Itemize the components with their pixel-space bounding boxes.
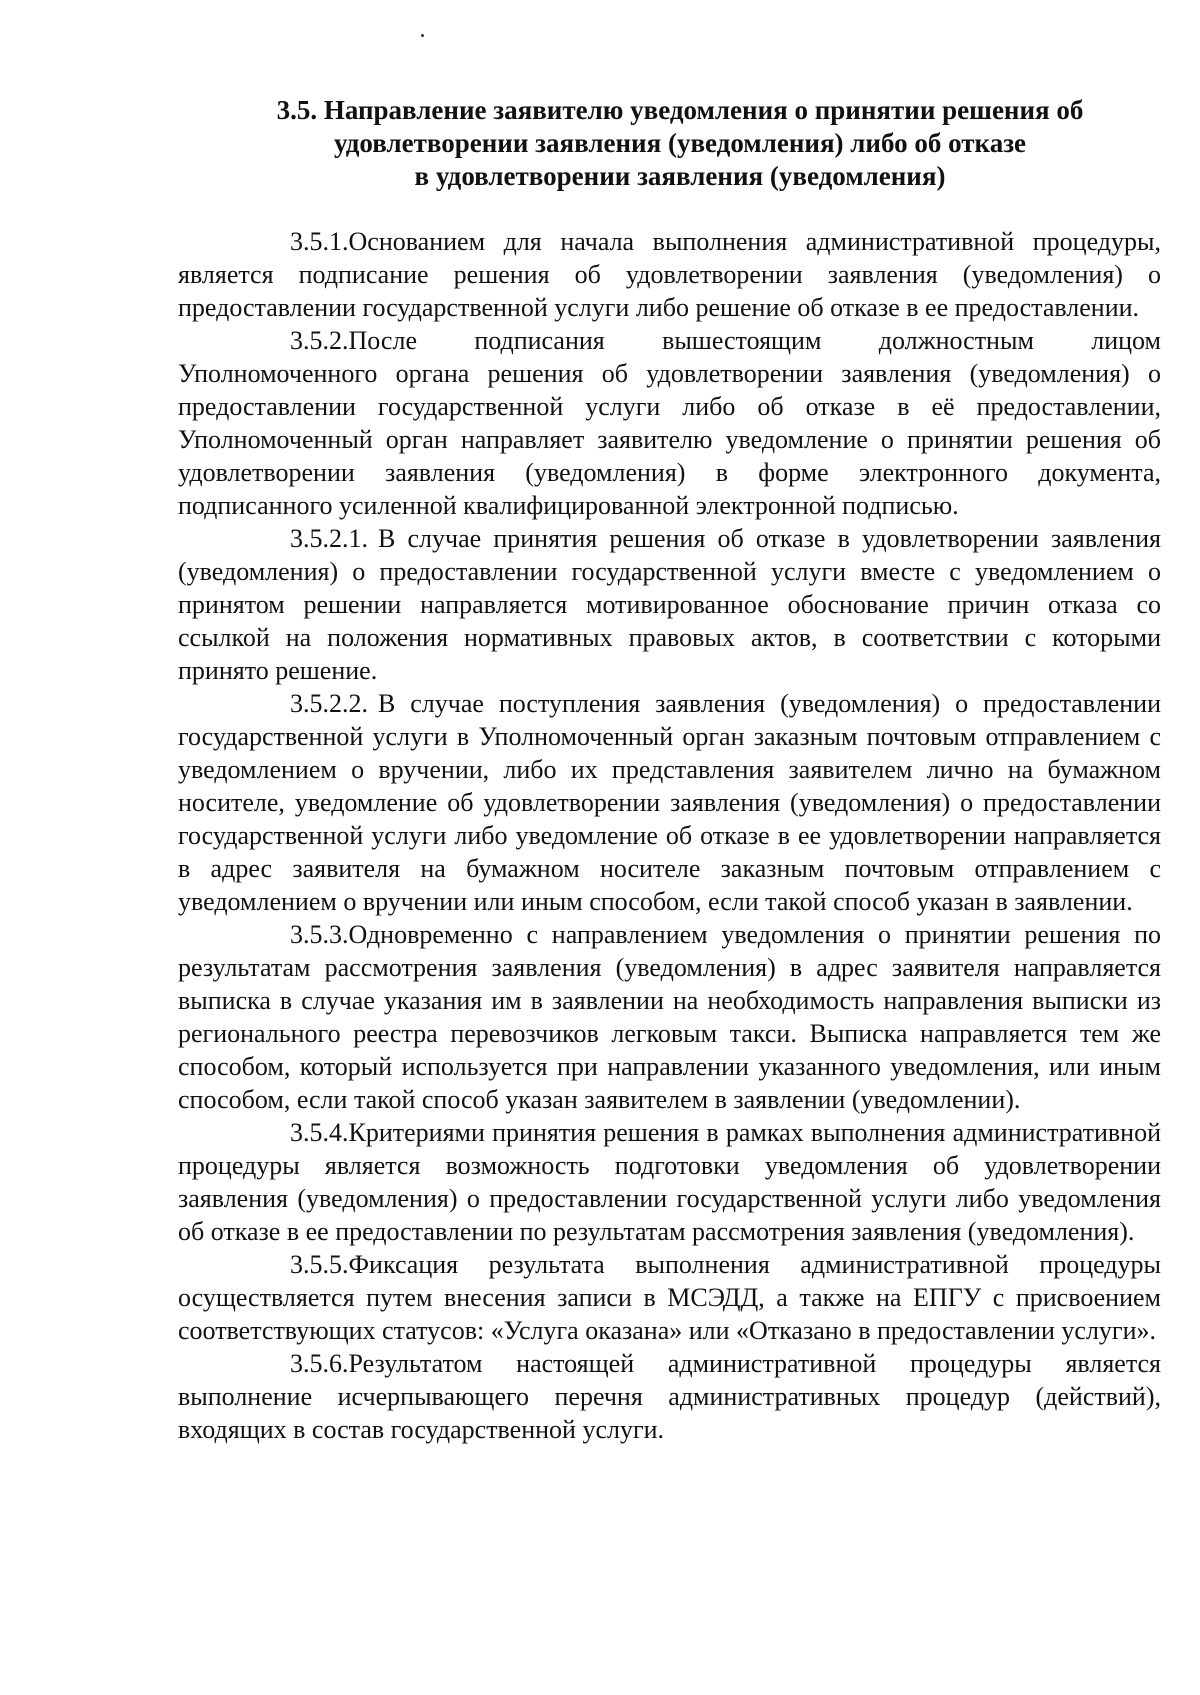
paragraph-text: В случае принятия решения об отказе в удовлетворении заявления (уведомления) о предоставлении государственной услуги вместе с уведомлением о принятом решении направляется мотивированное обоснование причин отказа со ссылкой на положения нормативных правовых актов, в соответствии с которыми принято решение. [178,524,1161,685]
paragraph-number: 3.5.2.1. [290,524,368,553]
paragraph-number: 3.5.4. [290,1118,349,1147]
paragraph-text: Результатом настоящей административной процедуры является выполнение исчерпывающего перечня административных процедур (действий), входящих в состав государственной услуги. [178,1349,1161,1444]
paragraph-text: Критериями принятия решения в рамках выполнения административной процедуры является возможность подготовки уведомления об удовлетворении заявления (уведомления) о предоставлении государственной услуги либо уведомления об отказе в ее предоставлении по результатам рассмотрения заявления (уведомления). [178,1118,1161,1246]
paragraph-text: После подписания вышестоящим должностным лицом Уполномоченного органа решения об удовлетворении заявления (уведомления) о предоставлении государственной услуги либо об отказе в её предоставлении, Уполномоченный орган направляет заявителю уведомление о принятии решения об удовлетворении заявления (уведомления) в форме электронного документа, подписанного усиленной квалифицированной электронной подписью. [178,326,1161,520]
paragraph-number: 3.5.1. [290,227,349,256]
paragraph-3-5-4 [178,1116,1161,1248]
section-heading [210,94,1150,193]
paragraph-3-5-5 [178,1248,1161,1347]
paragraph-3-5-6 [178,1347,1161,1446]
heading-line-1: 3.5. Направление заявителю уведомления о принятии решения об [276,95,1084,125]
paragraph-3-5-2-2 [178,687,1161,918]
paragraph-3-5-2 [178,324,1161,522]
paragraph-text: Фиксация результата выполнения административной процедуры осуществляется путем внесения записи в МСЭДД, а также на ЕПГУ с присвоением соответствующих статусов: «Услуга оказана» или «Отказано в предоставлении услуги». [178,1250,1161,1345]
scan-speck [421,34,424,37]
paragraph-number: 3.5.2. [290,326,349,355]
paragraph-3-5-2-1 [178,522,1161,687]
paragraph-number: 3.5.6. [290,1349,349,1378]
paragraph-number: 3.5.2.2. [290,689,368,718]
paragraph-number: 3.5.3. [290,920,349,949]
document-body [178,225,1161,1446]
heading-line-3: в удовлетворении заявления (уведомления) [414,161,946,191]
heading-line-2: удовлетворении заявления (уведомления) либо об отказе [333,128,1027,158]
paragraph-text: Основанием для начала выполнения административной процедуры, является подписание решения об удовлетворении заявления (уведомления) о предоставлении государственной услуги либо решение об отказе в ее предоставлении. [178,227,1161,322]
paragraph-text: В случае поступления заявления (уведомления) о предоставлении государственной услуги в Уполномоченный орган заказным почтовым отправлением с уведомлением о вручении, либо их представления заявителем лично на бумажном носителе, уведомление об удовлетворении заявления (уведомления) о предоставлении государственной услуги либо уведомление об отказе в ее удовлетворении направляется в адрес заявителя на бумажном носителе заказным почтовым отправлением с уведомлением о вручении или иным способом, если такой способ указан в заявлении. [178,689,1161,916]
paragraph-3-5-1 [178,225,1161,324]
paragraph-text: Одновременно с направлением уведомления о принятии решения по результатам рассмотрения заявления (уведомления) в адрес заявителя направляется выписка в случае указания им в заявлении на необходимость направления выписки из регионального реестра перевозчиков легковым такси. Выписка направляется тем же способом, который используется при направлении указанного уведомления, или иным способом, если такой способ указан заявителем в заявлении (уведомлении). [178,920,1161,1114]
paragraph-number: 3.5.5. [290,1250,349,1279]
paragraph-3-5-3 [178,918,1161,1116]
